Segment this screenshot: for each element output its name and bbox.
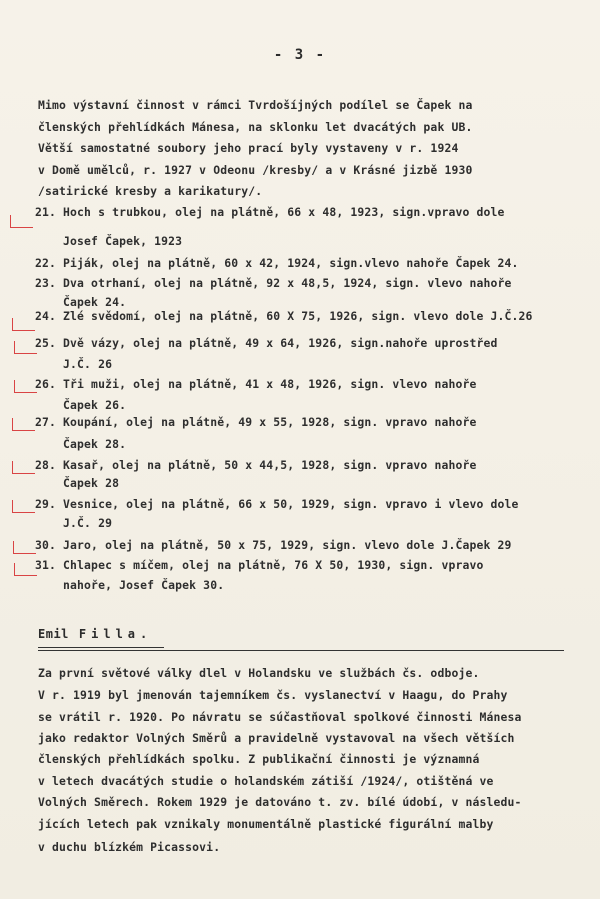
body-line: Za první světové války dlel v Holandsku ve službách čs. odboje. xyxy=(38,666,480,680)
red-check-mark xyxy=(12,318,35,331)
body-line: v letech dvacátých studie o holandském zátiší /1924/, otištěná ve xyxy=(38,774,494,788)
intro-line: členských přehlídkách Mánesa, na sklonku let dvacátých pak UB. xyxy=(38,120,473,134)
work-entry-29: 29. Vesnice, olej na plátně, 66 x 50, 1929, sign. vpravo i vlevo dole xyxy=(35,497,519,511)
work-entry-25-cont: J.Č. 26 xyxy=(35,357,113,371)
work-entry-28: 28. Kasař, olej na plátně, 50 x 44,5, 1928, sign. vpravo nahoře xyxy=(35,458,477,472)
body-line: jících letech pak vznikaly monumentálně plastické figurální malby xyxy=(38,817,494,831)
red-check-mark xyxy=(14,380,37,393)
body-line: jako redaktor Volných Směrů a pravidelně vystavoval na všech větších xyxy=(38,731,515,745)
work-entry-28-cont: Čapek 28 xyxy=(35,476,120,490)
red-check-mark xyxy=(10,215,33,228)
body-line: členských přehlídkách spolku. Z publikační činnosti je významná xyxy=(38,752,480,766)
section-heading xyxy=(38,627,152,641)
red-check-mark xyxy=(14,563,37,576)
work-entry-25: 25. Dvě vázy, olej na plátně, 49 x 64, 1926, sign.nahoře uprostřed xyxy=(35,336,498,350)
intro-line: Mimo výstavní činnost v rámci Tvrdošíjných podílel se Čapek na xyxy=(38,98,473,112)
work-entry-26-cont: Čapek 26. xyxy=(35,398,127,412)
work-entry-29-cont: J.Č. 29 xyxy=(35,516,113,530)
red-check-mark xyxy=(12,500,35,513)
intro-line: v Domě umělců, r. 1927 v Odeonu /kresby/ a v Krásné jizbě 1930 xyxy=(38,163,473,177)
intro-line: Větší samostatné soubory jeho prací byly vystaveny v r. 1924 xyxy=(38,141,459,155)
body-line: se vrátil r. 1920. Po návratu se súčastňoval spolkové činnosti Mánesa xyxy=(38,710,522,724)
work-entry-27-cont: Čapek 28. xyxy=(35,437,127,451)
page-number: - 3 - xyxy=(273,47,327,63)
heading-first-name: Emil xyxy=(38,627,69,641)
work-entry-31: 31. Chlapec s míčem, olej na plátně, 76 X 50, 1930, sign. vpravo xyxy=(35,558,484,572)
work-entry-21-cont: Josef Čapek, 1923 xyxy=(35,234,183,248)
red-check-mark xyxy=(12,461,35,474)
section-divider xyxy=(38,650,564,651)
work-entry-24: 24. Zlé svědomí, olej na plátně, 60 X 75, 1926, sign. vlevo dole J.Č.26 xyxy=(35,309,533,323)
heading-underline xyxy=(38,647,164,648)
work-entry-21: 21. Hoch s trubkou, olej na plátně, 66 x 48, 1923, sign.vpravo dole xyxy=(35,205,505,219)
work-entry-27: 27. Koupání, olej na plátně, 49 x 55, 1928, sign. vpravo nahoře xyxy=(35,415,477,429)
heading-last-name: Filla. xyxy=(78,627,153,641)
work-entry-31-cont: nahoře, Josef Čapek 30. xyxy=(35,578,225,592)
intro-line: /satirické kresby a karikatury/. xyxy=(38,184,263,198)
body-line: V r. 1919 byl jmenován tajemníkem čs. vyslanectví v Haagu, do Prahy xyxy=(38,688,508,702)
red-check-mark xyxy=(13,541,36,554)
work-entry-23: 23. Dva otrhaní, olej na plátně, 92 x 48,5, 1924, sign. vlevo nahoře xyxy=(35,276,512,290)
work-entry-26: 26. Tři muži, olej na plátně, 41 x 48, 1926, sign. vlevo nahoře xyxy=(35,377,477,391)
red-check-mark xyxy=(14,341,37,354)
work-entry-30: 30. Jaro, olej na plátně, 50 x 75, 1929, sign. vlevo dole J.Čapek 29 xyxy=(35,538,512,552)
red-check-mark xyxy=(12,418,35,431)
work-entry-22: 22. Piják, olej na plátně, 60 x 42, 1924, sign.vlevo nahoře Čapek 24. xyxy=(35,256,519,270)
body-line: v duchu blízkém Picassovi. xyxy=(38,840,221,854)
body-line: Volných Směrech. Rokem 1929 je datováno t. zv. bílé údobí, v následu- xyxy=(38,795,522,809)
work-entry-23-cont: Čapek 24. xyxy=(35,295,127,309)
